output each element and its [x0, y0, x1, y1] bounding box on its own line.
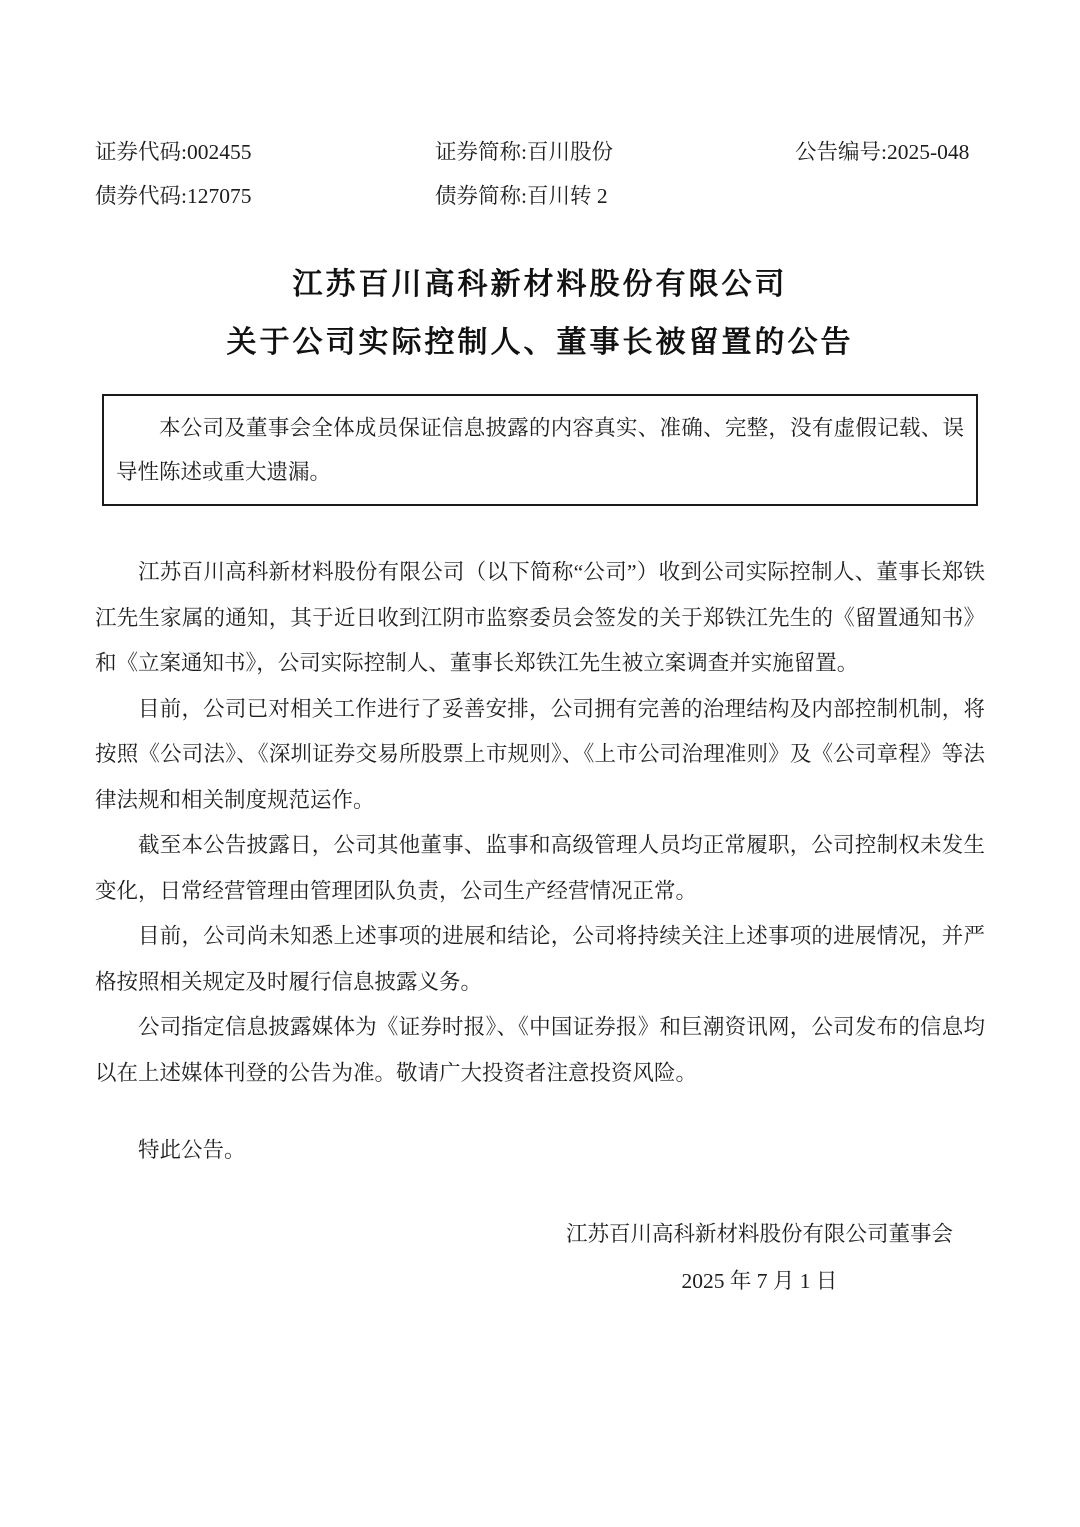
announcement-number: 公告编号:2025-048: [795, 140, 970, 164]
signature-block: [566, 1211, 953, 1305]
signature-area: [95, 1211, 985, 1305]
bond-short-name: 债券简称:百川转 2: [435, 184, 608, 208]
body-paragraph-2: 目前，公司已对相关工作进行了妥善安排，公司拥有完善的治理结构及内部控制机制，将按照《公司法》、《深圳证券交易所股票上市规则》、《上市公司治理准则》及《公司章程》等法律法规和相关制度规范运作。: [95, 696, 985, 812]
header-row-stock: [95, 130, 985, 174]
body-paragraph-3: 截至本公告披露日，公司其他董事、监事和高级管理人员均正常履职，公司控制权未发生变化，日常经营管理由管理团队负责，公司生产经营情况正常。: [95, 833, 985, 903]
header-row-bond: [95, 174, 985, 218]
closing-phrase: 特此公告。: [138, 1138, 246, 1162]
title-company-name: 江苏百川高科新材料股份有限公司: [292, 268, 788, 301]
bond-code: 债券代码:127075: [95, 184, 252, 208]
header-empty-cell: [795, 174, 985, 218]
stock-short-name: 证券简称:百川股份: [435, 140, 613, 164]
signature-company: 江苏百川高科新材料股份有限公司董事会: [565, 1222, 953, 1246]
title-subject: 关于公司实际控制人、董事长被留置的公告: [226, 326, 854, 359]
document-title: [95, 256, 985, 372]
body-paragraph-4: 目前，公司尚未知悉上述事项的进展和结论，公司将持续关注上述事项的进展情况，并严格按照相关规定及时履行信息披露义务。: [95, 924, 985, 994]
signature-date: 2025 年 7 月 1 日: [681, 1269, 838, 1293]
body-paragraph-1: 江苏百川高科新材料股份有限公司（以下简称“公司”）收到公司实际控制人、董事长郑铁江先生家属的通知，其于近日收到江阴市监察委员会签发的关于郑铁江先生的《留置通知书》和《立案通知书》，公司实际控制人、董事长郑铁江先生被立案调查并实施留置。: [95, 560, 985, 675]
body-paragraph-5: 公司指定信息披露媒体为《证券时报》、《中国证券报》和巨潮资讯网，公司发布的信息均以在上述媒体刊登的公告为准。敬请广大投资者注意投资风险。: [95, 1015, 985, 1085]
stock-code: 证券代码:002455: [95, 140, 252, 164]
document-body: [95, 550, 985, 1096]
document-header: [95, 130, 985, 218]
disclosure-statement-text: 本公司及董事会全体成员保证信息披露的内容真实、准确、完整，没有虚假记载、误导性陈述或重大遗漏。: [116, 416, 964, 484]
disclosure-statement-box: [102, 394, 978, 506]
